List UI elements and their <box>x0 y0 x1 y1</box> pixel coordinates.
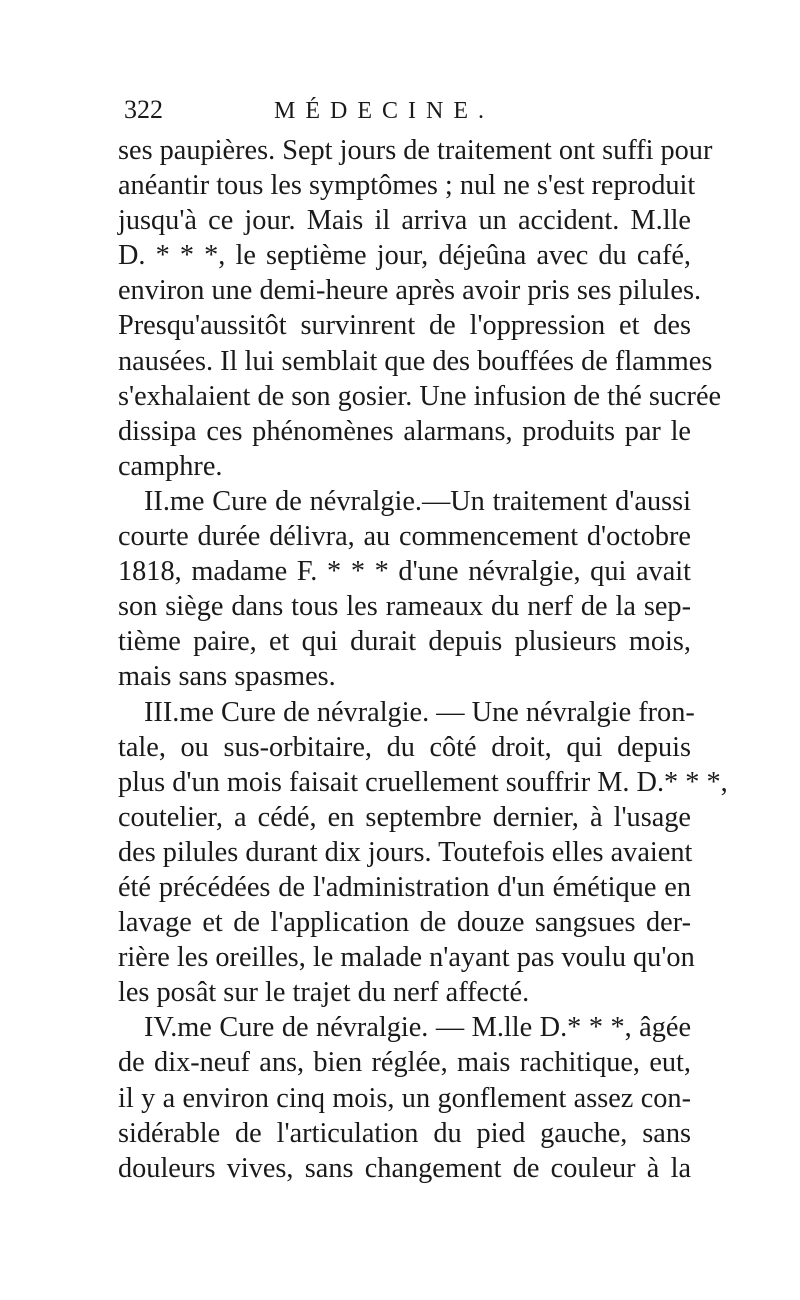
text-line: douleurs vives, sans changement de couleur à la <box>118 1152 691 1184</box>
text-line: D. * * *, le septième jour, déjeûna avec du café, <box>118 240 691 272</box>
text-line: 1818, madame F. * * * d'une névralgie, qui avait <box>118 556 691 588</box>
text-line: tale, ou sus-orbitaire, du côté droit, qui depuis <box>118 731 691 763</box>
text-line: été précédées de l'administration d'un émétique en <box>118 871 691 903</box>
text-line: tième paire, et qui durait depuis plusieurs mois, <box>118 626 691 658</box>
text-line: courte durée délivra, au commencement d'octobre <box>118 521 691 553</box>
text-line: rière les oreilles, le malade n'ayant pas voulu qu'on <box>118 942 695 974</box>
text-line: nausées. Il lui semblait que des bouffées de flammes <box>118 345 713 377</box>
text-line: jusqu'à ce jour. Mais il arriva un accident. M.lle <box>118 205 691 237</box>
text-line: IV.me Cure de névralgie. — M.lle D.* * *, âgée <box>144 1012 691 1044</box>
text-line: lavage et de l'application de douze sangsues der- <box>118 907 691 939</box>
text-line: III.me Cure de névralgie. — Une névralgie fron- <box>144 696 695 728</box>
text-line: les posât sur le trajet du nerf affecté. <box>118 977 530 1009</box>
text-line: sidérable de l'articulation du pied gauche, sans <box>118 1117 691 1149</box>
body-text <box>118 133 728 1186</box>
text-line: camphre. <box>118 450 223 482</box>
text-line: il y a environ cinq mois, un gonflement assez con- <box>118 1082 691 1114</box>
running-head: MÉDECINE. <box>274 98 494 124</box>
page-number: 322 <box>124 95 163 124</box>
text-line: ses paupières. Sept jours de traitement ont suffi pour <box>118 135 713 166</box>
text-line: dissipa ces phénomènes alarmans, produits par le <box>118 415 691 447</box>
text-line: Presqu'aussitôt survinrent de l'oppression et des <box>118 310 691 342</box>
page-header <box>124 95 700 125</box>
text-line: environ une demi-heure après avoir pris ses pilules. <box>118 275 702 307</box>
text-line: son siège dans tous les rameaux du nerf de la sep- <box>118 591 691 623</box>
text-line: de dix-neuf ans, bien réglée, mais rachitique, eut, <box>118 1047 691 1079</box>
text-line: anéantir tous les symptômes ; nul ne s'est reproduit <box>118 170 696 202</box>
text-line: coutelier, a cédé, en septembre dernier, à l'usage <box>118 801 691 833</box>
text-line: des pilules durant dix jours. Toutefois elles avaient <box>118 836 693 868</box>
text-line: mais sans spasmes. <box>118 661 336 693</box>
text-line: s'exhalaient de son gosier. Une infusion de thé sucrée <box>118 380 722 412</box>
text-line: plus d'un mois faisait cruellement souffrir M. D.* * *, <box>118 766 728 798</box>
text-line: II.me Cure de névralgie.—Un traitement d'aussi <box>144 485 691 517</box>
